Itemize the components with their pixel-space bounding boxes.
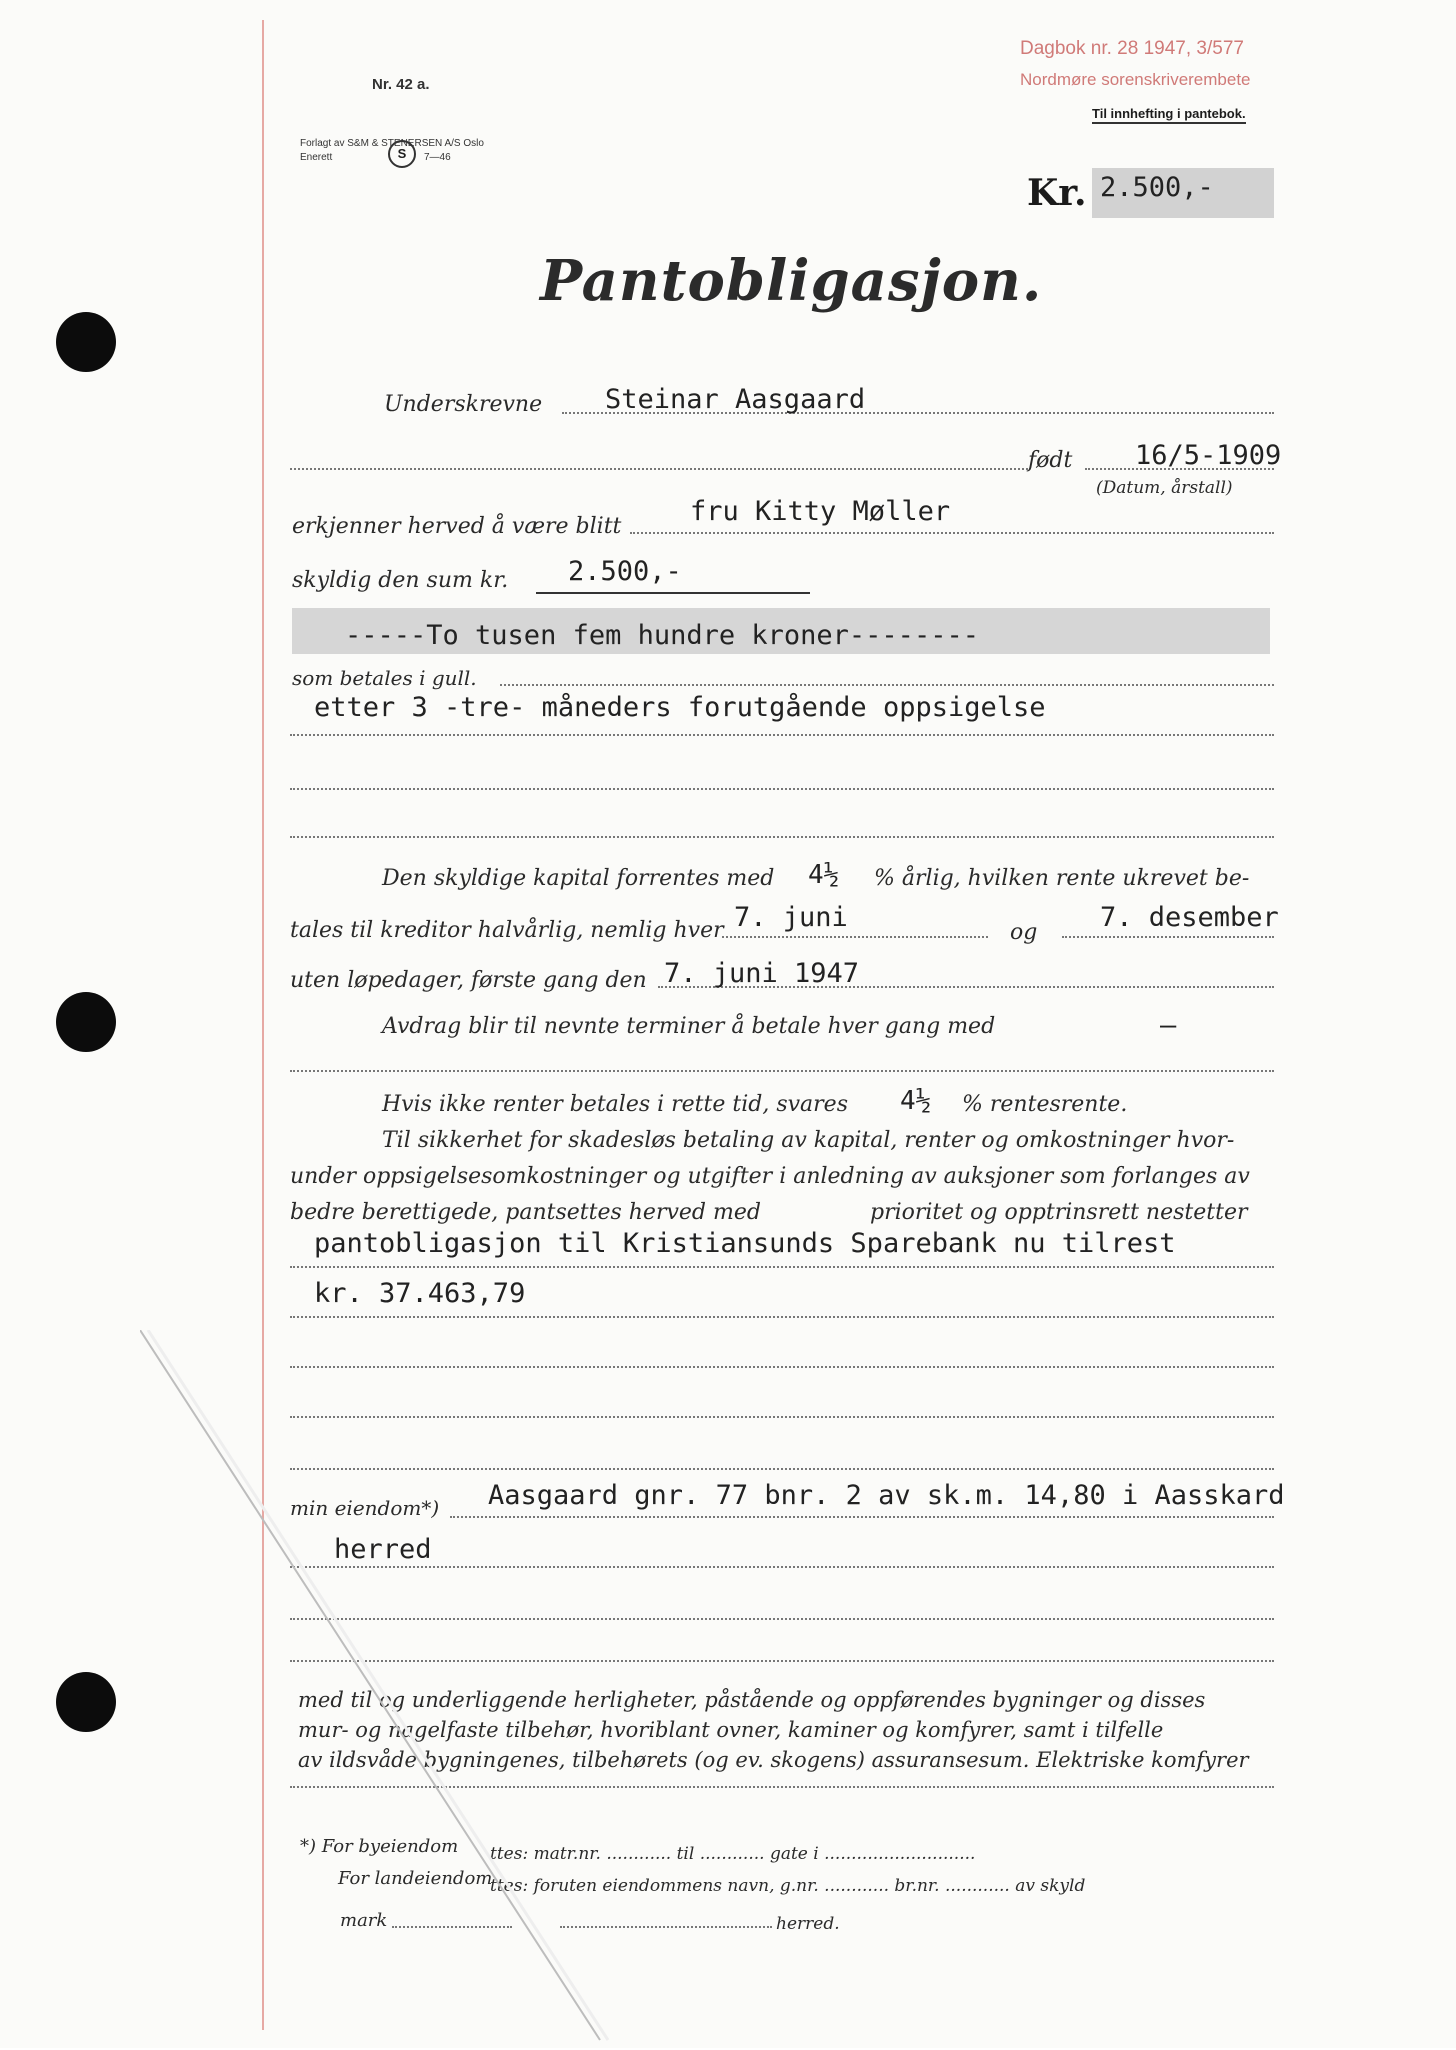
journal-stamp: Dagbok nr. 28 1947, 3/577 bbox=[1020, 38, 1244, 59]
payment-line-4 bbox=[290, 836, 1274, 838]
kr-amount: 2.500,- bbox=[1100, 172, 1214, 203]
security-para2: under oppsigelsesomkostninger og utgifter i anledning av auksjoner som forlanges av bbox=[290, 1164, 1250, 1189]
filing-label: Til innhefting i pantebok. bbox=[1092, 106, 1246, 124]
interest-line3-prefix: uten løpedager, første gang den bbox=[290, 968, 647, 993]
installment-value: — bbox=[1160, 1010, 1177, 1041]
interest-rate: 4½ bbox=[808, 860, 840, 890]
default-suffix: % rentesrente. bbox=[962, 1092, 1128, 1117]
office-stamp: Nordmøre sorenskriverembete bbox=[1020, 70, 1251, 89]
installment-text: Avdrag blir til nevnte terminer å betale hver gang med bbox=[382, 1014, 996, 1039]
payment-label: som betales i gull. bbox=[292, 666, 477, 690]
first-date: 7. juni 1947 bbox=[664, 958, 860, 989]
payment-line bbox=[500, 684, 1274, 686]
security-line2 bbox=[290, 1316, 1274, 1318]
security-line1 bbox=[290, 1266, 1274, 1268]
kr-label: Kr. bbox=[1027, 172, 1087, 214]
footnote-herred: herred. bbox=[776, 1914, 840, 1934]
footnote-city-label: *) For byeiendom bbox=[300, 1836, 459, 1857]
publisher-logo: S bbox=[388, 140, 416, 168]
born-value: 16/5-1909 bbox=[1135, 440, 1282, 471]
security-para3-suffix: prioritet og opptrinsrett nestetter bbox=[870, 1200, 1248, 1225]
date2-line bbox=[1062, 936, 1274, 938]
undersigned-label: Underskrevne bbox=[384, 392, 543, 417]
default-prefix: Hvis ikke renter betales i rette tid, svares bbox=[382, 1092, 848, 1117]
footnote-city-text: ttes: matr.nr. ............ til ............ gate i ............................ bbox=[490, 1844, 976, 1864]
footnote-country-text: ttes: foruten eiendommens navn, g.nr. ............ br.nr. ............ av skyld bbox=[490, 1876, 1086, 1896]
punch-hole-top bbox=[56, 312, 116, 372]
default-rate: 4½ bbox=[900, 1086, 932, 1116]
interest-line2-prefix: tales til kreditor halvårlig, nemlig hver bbox=[290, 918, 724, 943]
appurtenance-line1: med til og underliggende herligheter, påstående og oppførendes bygninger og disses bbox=[298, 1688, 1206, 1712]
footnote-country-label: For landeiendom bbox=[338, 1868, 493, 1889]
interest-date1: 7. juni bbox=[734, 902, 848, 933]
installment-line bbox=[290, 1070, 1274, 1072]
appurtenance-line2: mur- og nagelfaste tilbehør, hvoriblant ovner, kaminer og komfyrer, samt i tilfelle bbox=[298, 1718, 1164, 1742]
creditor-value: fru Kitty Møller bbox=[690, 496, 951, 527]
punch-hole-bottom bbox=[56, 1672, 116, 1732]
security-typed2: kr. 37.463,79 bbox=[314, 1278, 526, 1309]
footnote-mark-label: mark bbox=[340, 1910, 388, 1931]
born-label: født bbox=[1028, 448, 1073, 473]
property-line2-text: herred bbox=[334, 1534, 432, 1565]
creditor-line bbox=[630, 532, 1274, 534]
appurtenance-line3: av ildsvåde bygningenes, tilbehørets (og ev. skogens) assuransesum. Elektriske komfyrer bbox=[298, 1748, 1249, 1772]
undersigned-value: Steinar Aasgaard bbox=[605, 384, 866, 415]
sum-words: -----To tusen fem hundre kroner-------- bbox=[345, 620, 979, 651]
interest-date2: 7. desember bbox=[1100, 902, 1279, 933]
publisher-line: Forlagt av S&M & STENERSEN A/S Oslo bbox=[300, 138, 484, 149]
payment-terms: etter 3 -tre- måneders forutgående oppsigelse bbox=[314, 692, 1046, 723]
punch-hole-middle bbox=[56, 992, 116, 1052]
sum-line bbox=[536, 592, 810, 594]
interest-line1-suffix: % årlig, hvilken rente ukrevet be- bbox=[874, 866, 1250, 891]
sum-label: skyldig den sum kr. bbox=[292, 568, 509, 593]
property-label: min eiendom*) bbox=[290, 1496, 440, 1520]
form-number: Nr. 42 a. bbox=[372, 76, 430, 93]
payment-line-2 bbox=[290, 734, 1274, 736]
security-typed1: pantobligasjon til Kristiansunds Sparebank nu tilrest bbox=[314, 1228, 1176, 1259]
security-para3-prefix: bedre berettigede, pantsettes herved med bbox=[290, 1200, 761, 1225]
date1-line bbox=[722, 936, 988, 938]
and-word: og bbox=[1010, 920, 1038, 945]
paper-crease bbox=[140, 1330, 620, 2050]
payment-line-3 bbox=[290, 788, 1274, 790]
document-title: Pantobligasjon. bbox=[540, 248, 1043, 314]
born-prefix-line bbox=[290, 468, 1028, 470]
interest-line1-prefix: Den skyldige kapital forrentes med bbox=[382, 866, 775, 891]
sum-value: 2.500,- bbox=[568, 556, 682, 587]
property-line1-text: Aasgaard gnr. 77 bnr. 2 av sk.m. 14,80 i Aasskard bbox=[488, 1480, 1285, 1511]
born-hint: (Datum, årstall) bbox=[1096, 478, 1233, 498]
rights-label: Enerett bbox=[300, 152, 333, 163]
debt-label: erkjenner herved å være blitt bbox=[292, 514, 622, 539]
security-para1: Til sikkerhet for skadesløs betaling av kapital, renter og omkostninger hvor- bbox=[382, 1128, 1235, 1153]
edition-label: 7—46 bbox=[424, 152, 451, 163]
